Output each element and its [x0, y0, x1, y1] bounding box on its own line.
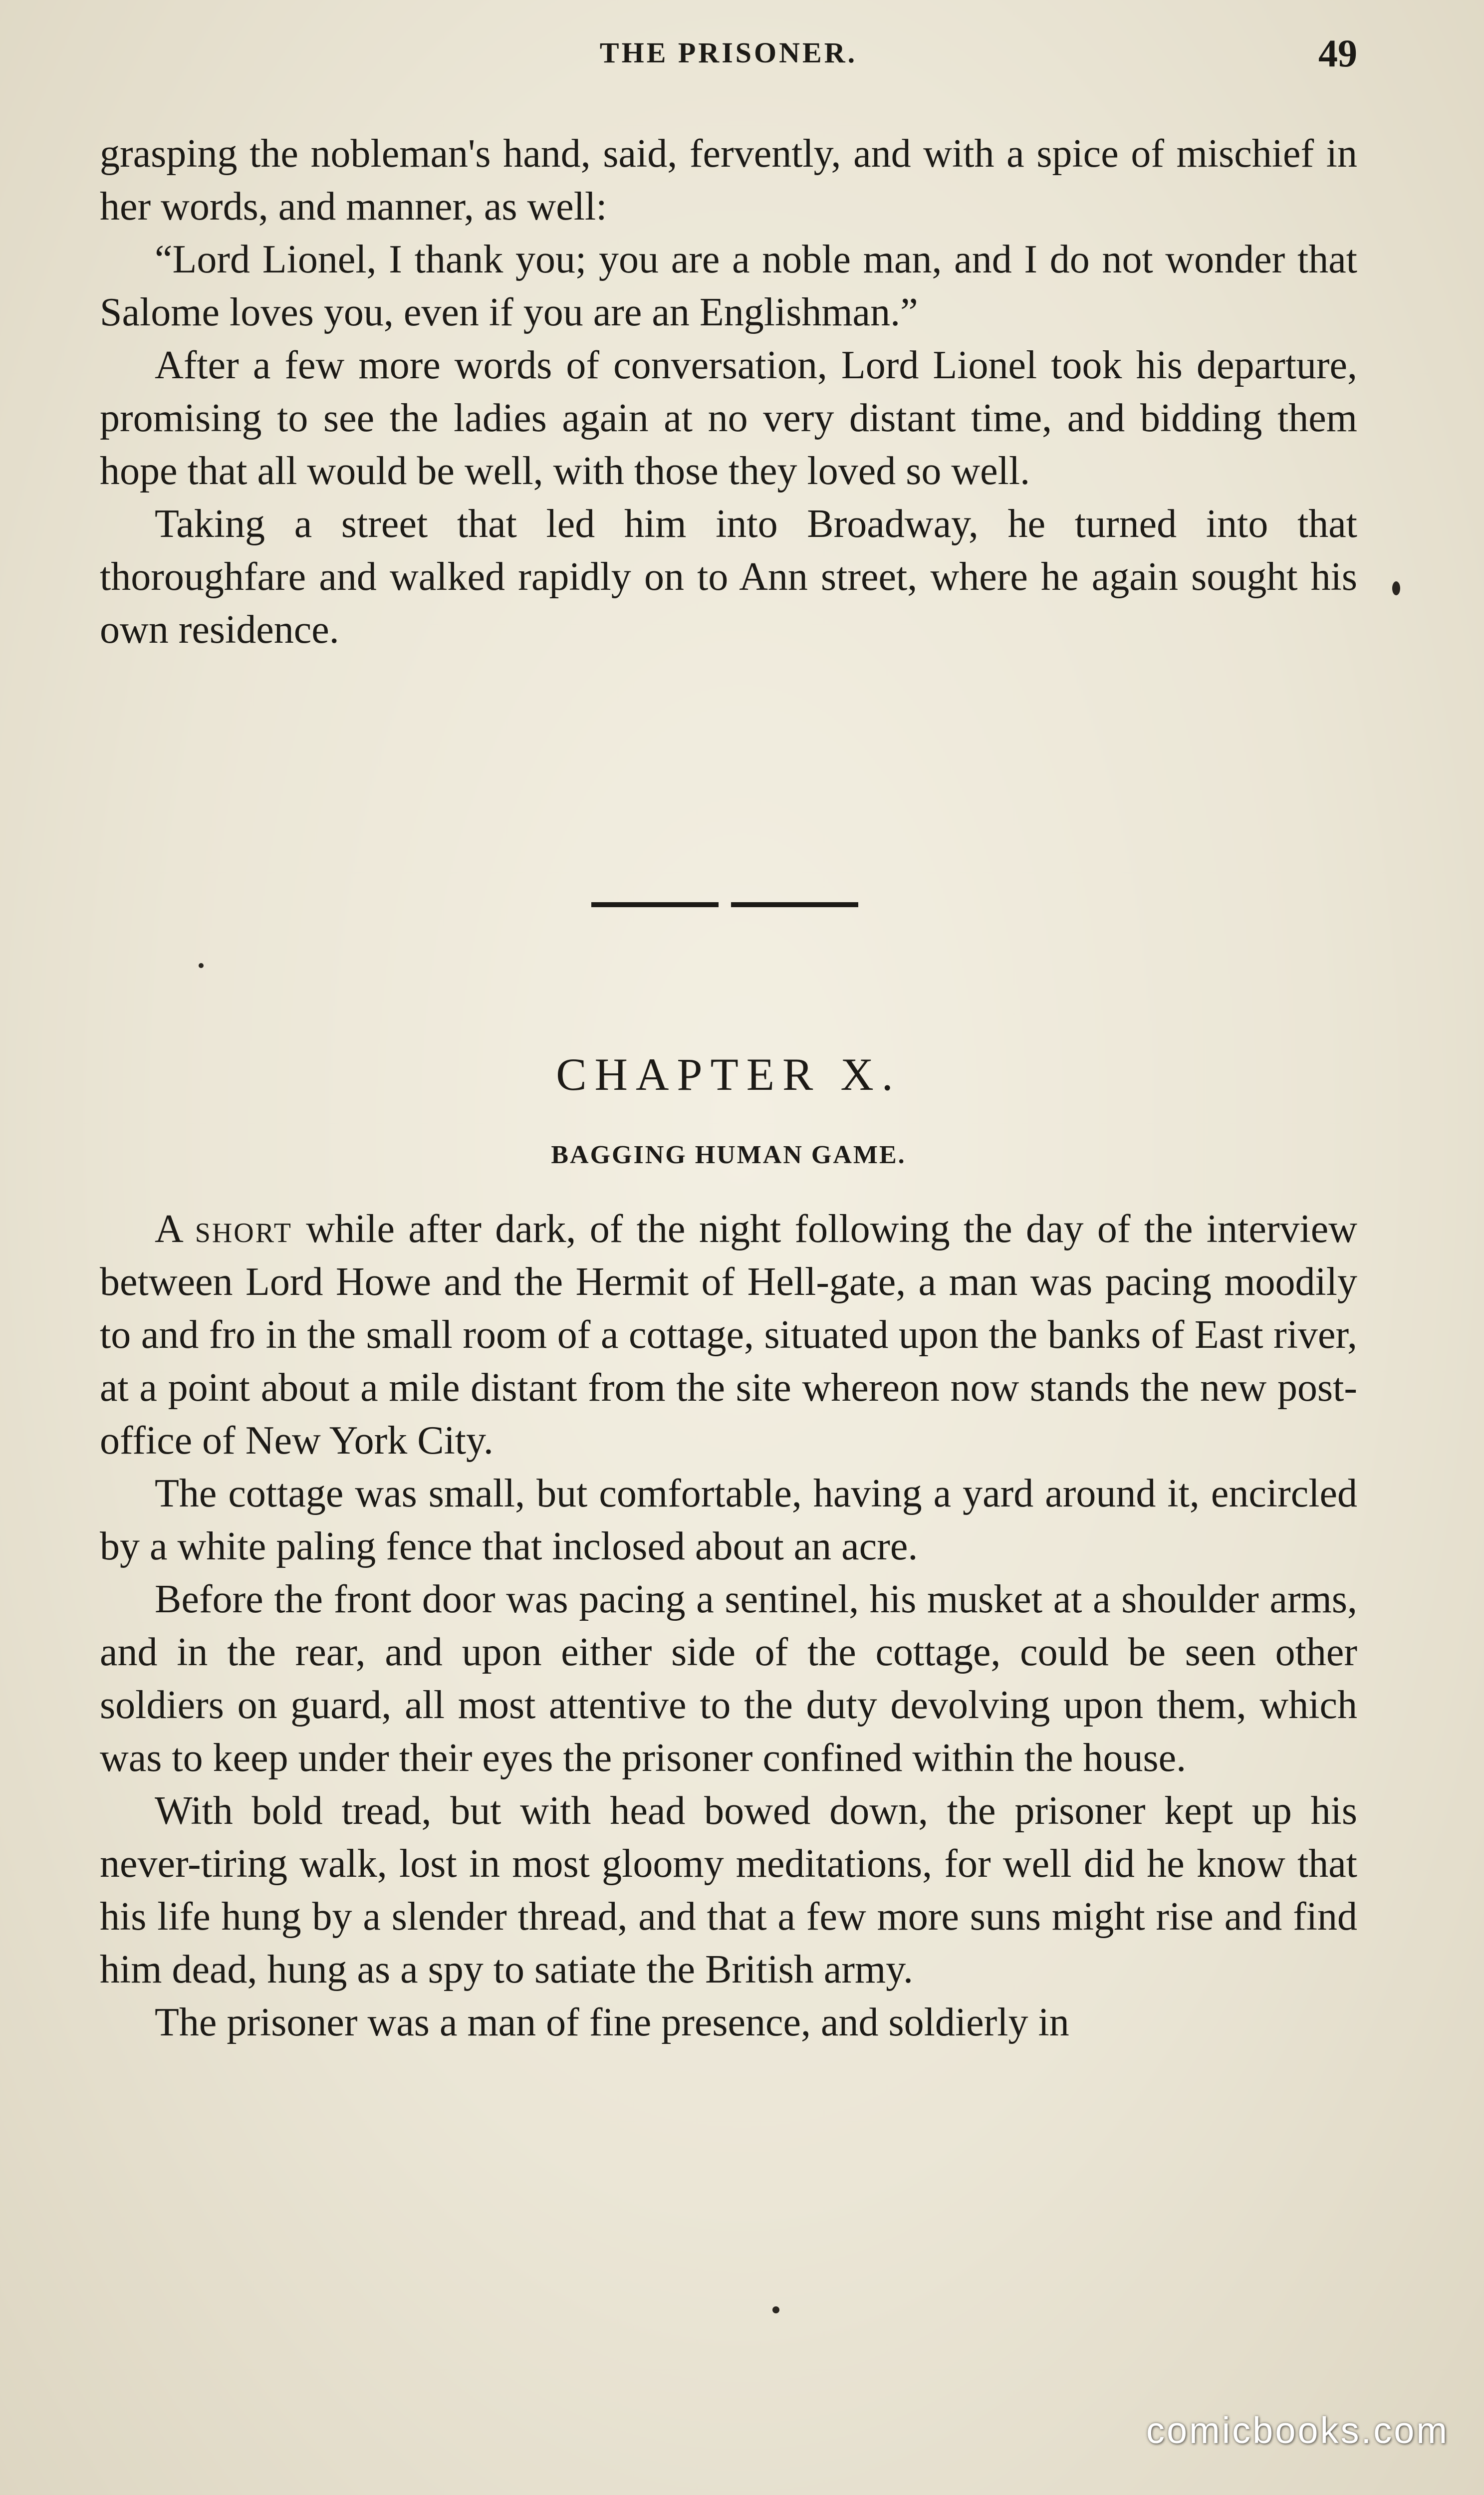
- paragraph: The cottage was small, but comfortable, having a yard around it, encircled by a white paling fence that inclosed about an acre.: [100, 1472, 1357, 1568]
- lead-rest: while after dark, of the night following the day of the interview between Lord Howe and the Hermit of Hell-gate, a man was pacing moodily to and fro in the small room of a cottage, situated upon the banks of East river, at a point about a mile distant from the site whereon now stands the new post-office of New York City.: [100, 1207, 1358, 1463]
- paragraph: Taking a street that led him into Broadway, he turned into that thoroughfare and walked rapidly on to Ann street, where he again sought his own residence.: [100, 502, 1357, 652]
- page-number: 49: [1318, 31, 1357, 75]
- ink-fleck: [1392, 581, 1400, 595]
- rule-segment-left: [591, 902, 719, 907]
- chapter-subtitle: BAGGING HUMAN GAME.: [551, 1141, 906, 1169]
- lead-word: A: [155, 1207, 182, 1251]
- paragraph: “Lord Lionel, I thank you; you are a noble man, and I do not wonder that Salome loves you, even if you are an Englishman.”: [100, 238, 1357, 334]
- watermark: comicbooks.com: [1146, 2410, 1449, 2451]
- paragraph: After a few more words of conversation, Lord Lionel took his departure, promising to see the ladies again at no very distant time, and bidding them hope that all would be well, with those they loved so well.: [100, 343, 1357, 493]
- paragraph-continued: grasping the nobleman's hand, said, fervently, and with a spice of mischief in her words, and manner, as well:: [100, 132, 1357, 229]
- chapter-title: CHAPTER X.: [556, 1049, 901, 1100]
- rule-segment-right: [731, 902, 858, 907]
- lead-smallcaps-word: short: [195, 1207, 292, 1251]
- paragraph: Before the front door was pacing a sentinel, his musket at a shoulder arms, and in the rear, and upon either side of the cottage, could be seen other soldiers on guard, all most attentive to the duty devolving upon them, which was to keep under their eyes the prisoner confined within the house.: [100, 1577, 1357, 1780]
- ink-fleck: [772, 2306, 779, 2313]
- chapter-opening-paragraph: [100, 1203, 1357, 1467]
- running-title: THE PRISONER.: [599, 36, 858, 69]
- running-head: [100, 31, 1357, 86]
- paragraph: The prisoner was a man of fine presence, and soldierly in: [155, 2000, 1069, 2044]
- text-block-bottom: [100, 1203, 1357, 2049]
- ink-fleck: [199, 963, 204, 968]
- text-block-top: [100, 127, 1357, 656]
- section-divider-rule: [591, 902, 858, 907]
- paragraph: With bold tread, but with head bowed down, the prisoner kept up his never-tiring walk, lost in most gloomy meditations, for well did he know that his life hung by a slender thread, and that a few more suns might rise and find him dead, hung as a spy to satiate the British army.: [100, 1789, 1357, 1992]
